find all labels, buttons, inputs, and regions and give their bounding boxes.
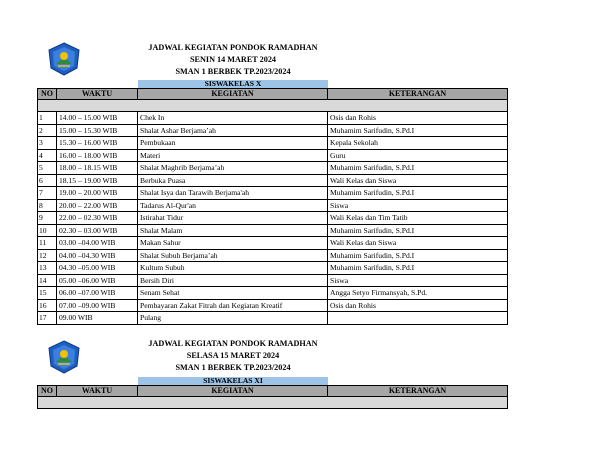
- table-row: [38, 124, 508, 137]
- row-keterangan: Kepala Sekolah: [328, 137, 508, 150]
- table-row: [38, 137, 508, 150]
- row-kegiatan: Istirahat Tidur: [138, 212, 328, 225]
- row-kegiatan: Shalat Ashar Berjama’ah: [138, 124, 328, 137]
- row-no: 16: [38, 299, 57, 312]
- row-no: 17: [38, 312, 57, 325]
- row-waktu: 03.00 –04.00 WIB: [57, 237, 138, 250]
- row-keterangan: Muhamim Sarifudin, S.Pd.I: [328, 224, 508, 237]
- table-row: [38, 274, 508, 287]
- school-emblem-icon: [46, 339, 82, 375]
- class-label-band: SISWAKELAS XI: [138, 377, 328, 385]
- school-year: SMAN 1 BERBEK TP.2023/2024: [175, 363, 291, 372]
- row-waktu: 18.00 – 18.15 WIB: [57, 162, 138, 175]
- row-waktu: 16.00 – 18.00 WIB: [57, 149, 138, 162]
- row-waktu: 02.30 – 03.00 WIB: [57, 224, 138, 237]
- table-row: [38, 174, 508, 187]
- row-keterangan: Wali Kelas dan Siswa: [328, 174, 508, 187]
- row-waktu: 18.15 – 19.00 WIB: [57, 174, 138, 187]
- row-keterangan: Wali Kelas dan Siswa: [328, 237, 508, 250]
- school-year: SMAN 1 BERBEK TP.2023/2024: [175, 67, 291, 76]
- row-no: 13: [38, 262, 57, 275]
- row-kegiatan: Pembayaran Zakat Fitrah dan Kegiatan Kreatif: [138, 299, 328, 312]
- col-header-keterangan: KETERANGAN: [328, 386, 508, 397]
- table-row: [38, 299, 508, 312]
- table-row: [38, 187, 508, 200]
- row-no: 8: [38, 199, 57, 212]
- row-keterangan: Wali Kelas dan Tim Tatib: [328, 212, 508, 225]
- row-waktu: 14.00 – 15.00 WIB: [57, 112, 138, 125]
- blank-cell: [38, 100, 508, 112]
- table-row: [38, 112, 508, 125]
- row-kegiatan: Shalat Subuh Berjama’ah: [138, 249, 328, 262]
- schedule-date: SENIN 14 MARET 2024: [189, 55, 277, 64]
- table-header-row: [38, 89, 508, 100]
- row-keterangan: Osis dan Rohis: [328, 299, 508, 312]
- col-header-no: NO: [38, 386, 57, 397]
- row-no: 4: [38, 149, 57, 162]
- row-waktu: 04.30 –05.00 WIB: [57, 262, 138, 275]
- row-waktu: 07.00 –09.00 WIB: [57, 299, 138, 312]
- col-header-waktu: WAKTU: [57, 386, 138, 397]
- table-row: [38, 287, 508, 300]
- row-waktu: 15.30 – 16.00 WIB: [57, 137, 138, 150]
- row-keterangan: Muhamim Sarifudin, S.Pd.I: [328, 262, 508, 275]
- blank-row: [38, 397, 508, 409]
- row-keterangan: Muhamim Sarifudin, S.Pd.I: [328, 124, 508, 137]
- blank-row: [38, 100, 508, 112]
- row-keterangan: Angga Setyo Firmansyah, S.Pd.: [328, 287, 508, 300]
- school-emblem-icon: [46, 41, 82, 77]
- row-kegiatan: Pembukaan: [138, 137, 328, 150]
- blank-cell: [38, 397, 508, 409]
- col-header-waktu: WAKTU: [57, 89, 138, 100]
- row-kegiatan: Tadarus Al-Qur'an: [138, 199, 328, 212]
- schedule-title: JADWAL KEGIATAN PONDOK RAMADHAN: [148, 43, 318, 52]
- row-kegiatan: Pulang: [138, 312, 328, 325]
- col-header-kegiatan: KEGIATAN: [138, 386, 328, 397]
- row-no: 1: [38, 112, 57, 125]
- col-header-kegiatan: KEGIATAN: [138, 89, 328, 100]
- row-kegiatan: Shalat Malam: [138, 224, 328, 237]
- row-no: 7: [38, 187, 57, 200]
- row-no: 12: [38, 249, 57, 262]
- schedule-table: [37, 88, 508, 325]
- row-kegiatan: Shalat Isya dan Tarawih Berjama'ah: [138, 187, 328, 200]
- row-keterangan: [328, 312, 508, 325]
- row-no: 5: [38, 162, 57, 175]
- row-kegiatan: Bersih Diri: [138, 274, 328, 287]
- row-kegiatan: Berbuka Puasa: [138, 174, 328, 187]
- table-row: [38, 212, 508, 225]
- row-waktu: 20.00 – 22.00 WIB: [57, 199, 138, 212]
- row-no: 3: [38, 137, 57, 150]
- row-no: 15: [38, 287, 57, 300]
- class-label-band: SISWAKELAS X: [138, 80, 328, 88]
- row-waktu: 19.00 – 20.00 WIB: [57, 187, 138, 200]
- schedule-table: [37, 385, 508, 409]
- row-no: 9: [38, 212, 57, 225]
- row-keterangan: Muhamim Sarifudin, S.Pd.I: [328, 249, 508, 262]
- table-row: [38, 262, 508, 275]
- row-kegiatan: Chek In: [138, 112, 328, 125]
- table-row: [38, 224, 508, 237]
- table-row: [38, 199, 508, 212]
- col-header-keterangan: KETERANGAN: [328, 89, 508, 100]
- table-row: [38, 237, 508, 250]
- table-header-row: [38, 386, 508, 397]
- col-header-no: NO: [38, 89, 57, 100]
- row-waktu: 22.00 – 02.30 WIB: [57, 212, 138, 225]
- row-keterangan: Muhamim Sarifudin, S.Pd.I: [328, 187, 508, 200]
- row-no: 11: [38, 237, 57, 250]
- row-waktu: 06.00 –07.00 WIB: [57, 287, 138, 300]
- schedule-date: SELASA 15 MARET 2024: [186, 351, 280, 360]
- row-keterangan: Muhamim Sarifudin, S.Pd.I: [328, 162, 508, 175]
- row-kegiatan: Kultum Subuh: [138, 262, 328, 275]
- row-keterangan: Guru: [328, 149, 508, 162]
- schedule-title: JADWAL KEGIATAN PONDOK RAMADHAN: [148, 339, 318, 348]
- row-no: 2: [38, 124, 57, 137]
- row-no: 14: [38, 274, 57, 287]
- row-kegiatan: Makan Sahur: [138, 237, 328, 250]
- row-kegiatan: Shalat Maghrib Berjama’ah: [138, 162, 328, 175]
- row-waktu: 09.00 WIB: [57, 312, 138, 325]
- row-keterangan: Osis dan Rohis: [328, 112, 508, 125]
- row-waktu: 15.00 – 15.30 WIB: [57, 124, 138, 137]
- row-no: 10: [38, 224, 57, 237]
- row-waktu: 05.00 –06.00 WIB: [57, 274, 138, 287]
- row-keterangan: Siswa: [328, 274, 508, 287]
- row-no: 6: [38, 174, 57, 187]
- table-row: [38, 162, 508, 175]
- table-row: [38, 149, 508, 162]
- row-keterangan: Siswa: [328, 199, 508, 212]
- table-row: [38, 249, 508, 262]
- row-waktu: 04.00 –04.30 WIB: [57, 249, 138, 262]
- row-kegiatan: Materi: [138, 149, 328, 162]
- row-kegiatan: Senam Sehat: [138, 287, 328, 300]
- table-row: [38, 312, 508, 325]
